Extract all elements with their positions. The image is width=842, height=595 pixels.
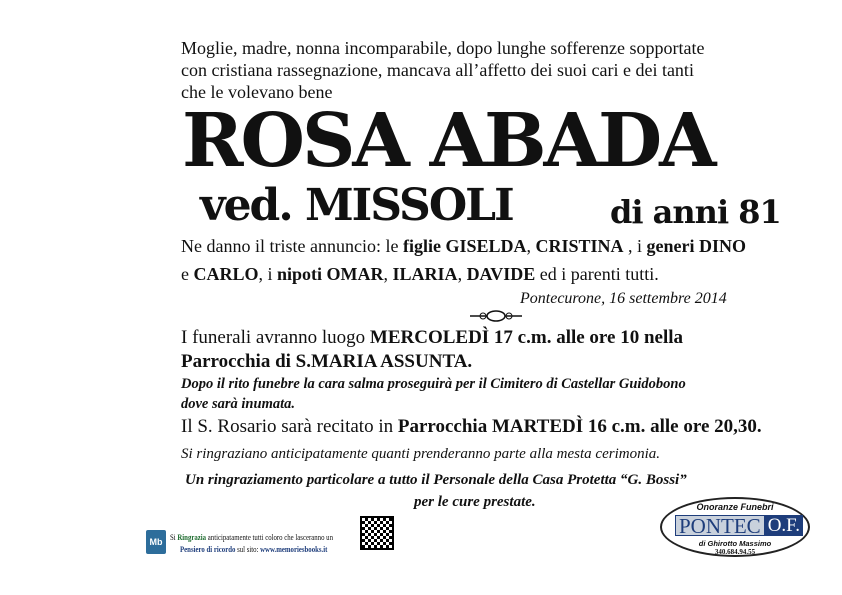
text-segment: , [526, 236, 536, 256]
memoriesbooks-logo-icon: Mb [146, 530, 166, 554]
website-link[interactable]: www.memoriesbooks.it [260, 544, 328, 554]
burial-line: Dopo il rito funebre la cara salma proseguirà per il Cimitero di Castellar Guidobono [181, 376, 686, 392]
funeral-home-logo: Onoranze Funebri PONTEC O.F. di Ghirotto Massimo 340.684.94.55 [660, 497, 810, 557]
text-segment: I funerali avranno luogo [181, 327, 370, 348]
funeral-line-1 [181, 327, 683, 349]
text-segment: nipoti OMAR [277, 264, 384, 284]
funeral-line-2: Parrocchia di S.MARIA ASSUNTA. [181, 351, 473, 372]
text-segment: DAVIDE [466, 264, 536, 284]
text-segment: MERCOLEDÌ 17 c.m. alle ore 10 nella [369, 327, 684, 348]
special-thanks-line: Un ringraziamento particolare a tutto il Personale della Casa Protetta “G. Bossi” [185, 472, 687, 488]
text-segment: Parrocchia MARTEDÌ 16 c.m. alle ore 20,30. [397, 416, 762, 437]
text-segment: , [383, 264, 393, 284]
age: di anni 81 [610, 193, 781, 231]
text-segment: CARLO [193, 264, 259, 284]
special-thanks-line: per le cure prestate. [414, 494, 536, 510]
announce-line-1 [181, 236, 746, 257]
footer-line-1: Si Ringrazia anticipatamente tutti coloro che lasceranno un [170, 532, 333, 542]
rosary-line [181, 416, 762, 438]
qr-code[interactable] [360, 516, 394, 550]
text-segment: , i [623, 236, 647, 256]
intro-line: Moglie, madre, nonna incomparabile, dopo lunghe sofferenze sopportate [181, 38, 705, 58]
intro-line: con cristiana rassegnazione, mancava all’affetto dei suoi cari e dei tanti [181, 60, 694, 80]
burial-line: dove sarà inumata. [181, 396, 295, 412]
text-segment: generi DINO [646, 236, 746, 256]
married-name: ved. MISSOLI [200, 180, 513, 231]
text-segment: Ne danno il triste annuncio: le [181, 236, 403, 256]
text-segment: CRISTINA [535, 236, 624, 256]
text-segment: ed i parenti tutti. [535, 264, 659, 284]
intro-line: che le volevano bene [181, 82, 333, 102]
text-segment: , i [258, 264, 278, 284]
deceased-name: ROSA ABADA [182, 98, 714, 184]
place-date: Pontecurone, 16 settembre 2014 [520, 290, 727, 307]
ornament-divider-icon [470, 310, 522, 322]
announce-line-2 [181, 264, 659, 285]
text-segment: Il S. Rosario sarà recitato in [181, 416, 398, 437]
text-segment: figlie GISELDA [402, 236, 527, 256]
text-segment: e [181, 264, 194, 284]
footer-line-2: Pensiero di ricordo sul sito: www.memoriesbooks.it [180, 544, 328, 554]
thanks-line: Si ringraziano anticipatamente quanti prenderanno parte alla mesta cerimonia. [181, 446, 660, 462]
text-segment: ILARIA [392, 264, 458, 284]
text-segment: , [457, 264, 467, 284]
